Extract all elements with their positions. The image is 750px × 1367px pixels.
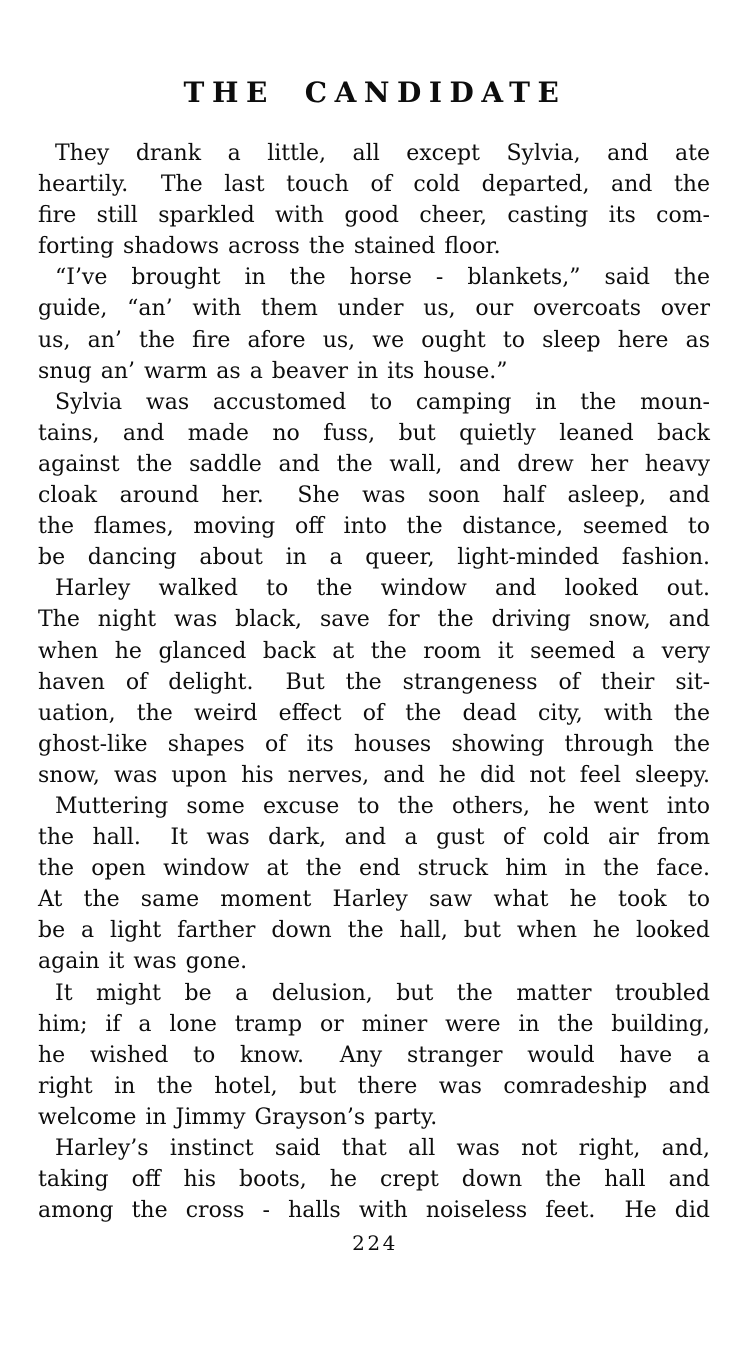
text-line: They drank a little, all except Sylvia, and ate	[55, 141, 710, 166]
text-line: Sylvia was accustomed to camping in the moun-	[55, 389, 710, 415]
paragraph	[38, 138, 710, 262]
text-line: us, an’ the fire afore us, we ought to sleep here as	[38, 327, 710, 353]
paragraph	[38, 573, 710, 791]
text-line: he wished to know. Any stranger would have a	[38, 1042, 710, 1068]
text-line: be a light farther down the hall, but when he looked	[38, 918, 710, 944]
text-line: haven of delight. But the strangeness of their sit-	[38, 669, 710, 695]
text-line: the flames, moving off into the distance, seemed to	[38, 514, 710, 540]
text-line: the open window at the end struck him in the face.	[38, 856, 710, 882]
text-line: among the cross - halls with noiseless feet. He did	[38, 1198, 710, 1224]
text-line: It might be a delusion, but the matter troubled	[55, 980, 710, 1006]
text-line: him; if a lone tramp or miner were in the building,	[38, 1011, 710, 1037]
paragraph	[38, 387, 710, 574]
text-line: guide, “an’ with them under us, our overcoats over	[38, 296, 710, 322]
text-line: when he glanced back at the room it seemed a very	[38, 638, 710, 664]
text-line: tains, and made no fuss, but quietly leaned back	[38, 420, 710, 446]
paragraph	[38, 978, 710, 1133]
text-line: welcome in Jimmy Grayson’s party.	[38, 1104, 438, 1130]
text-line: taking off his boots, he crept down the hall and	[38, 1167, 710, 1193]
text-line: against the saddle and the wall, and drew her heavy	[38, 451, 710, 477]
text-line: Muttering some excuse to the others, he went into	[55, 793, 710, 819]
text-line: snug an’ warm as a beaver in its house.”	[38, 358, 508, 384]
text-line: right in the hotel, but there was comradeship and	[38, 1073, 710, 1099]
paragraph	[38, 262, 710, 386]
page-title: THE CANDIDATE	[183, 76, 567, 109]
text-line: Harley’s instinct said that all was not right, and,	[55, 1136, 710, 1161]
text-line: be dancing about in a queer, light-minded fashion.	[38, 545, 710, 571]
text-line: again it was gone.	[38, 949, 248, 975]
text-line: forting shadows across the stained floor.	[38, 234, 501, 260]
paragraph	[38, 791, 710, 978]
text-line: the hall. It was dark, and a gust of cold air from	[38, 825, 710, 851]
text-line: Harley walked to the window and looked out.	[55, 576, 710, 602]
text-line: At the same moment Harley saw what he took to	[38, 887, 710, 913]
page-number: 224	[352, 1231, 398, 1255]
text-line: uation, the weird effect of the dead city, with the	[38, 700, 710, 726]
text-line: fire still sparkled with good cheer, casting its com-	[38, 203, 710, 229]
text-line: ghost-like shapes of its houses showing through the	[38, 731, 710, 757]
paragraph	[38, 1133, 710, 1226]
page-body	[38, 138, 710, 1226]
text-line: cloak around her. She was soon half asleep, and	[38, 483, 710, 509]
text-line: snow, was upon his nerves, and he did not feel sleepy.	[38, 762, 710, 788]
text-line: “I’ve brought in the horse - blankets,” said the	[55, 265, 710, 291]
text-line: The night was black, save for the driving snow, and	[38, 607, 710, 633]
text-line: heartily. The last touch of cold departed, and the	[38, 172, 710, 198]
